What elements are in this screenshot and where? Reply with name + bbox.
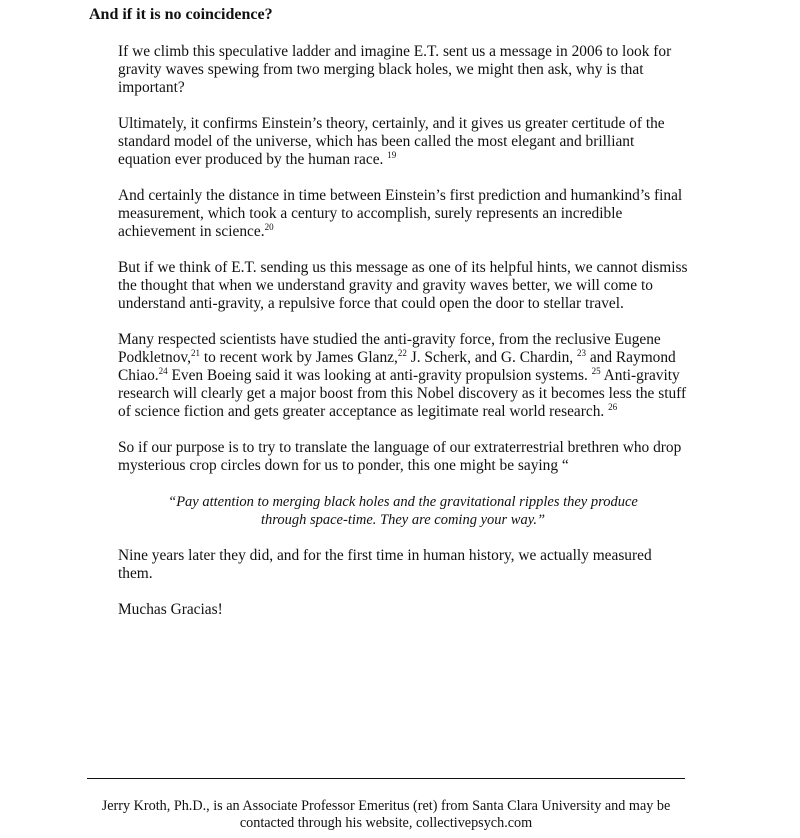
paragraph-4: But if we think of E.T. sending us this message as one of its helpful hints, we cannot dismiss the thought that when we understand gravity and gravity waves better, we will come to understand anti-gravity, a repulsive force that could open the door to stellar travel. <box>118 259 688 312</box>
paragraph-5-text-f: Anti-gravity research will clearly get a major boost from this Nobel discovery as it becomes less the stuff of science fiction and gets greater acceptance as legitimate real world research. <box>118 367 687 420</box>
paragraph-1: If we climb this speculative ladder and imagine E.T. sent us a message in 2006 to look for gravity waves spewing from two merging black holes, we might then ask, why is that important? <box>118 43 672 96</box>
paragraph-5 <box>118 331 688 421</box>
paragraph-8: Muchas Gracias! <box>118 601 223 618</box>
footnote-ref-23: 23 <box>576 347 586 358</box>
footnote-ref-21: 21 <box>190 347 200 358</box>
paragraph-2 <box>118 115 688 169</box>
paragraph-7: Nine years later they did, and for the first time in human history, we actually measured them. <box>118 547 652 582</box>
footer-divider <box>87 778 685 779</box>
section-heading: And if it is no coincidence? <box>89 6 273 23</box>
paragraph-5-text-b: to recent work by James Glanz, <box>199 349 398 366</box>
article-body <box>118 43 688 637</box>
paragraph-5-text-e: Even Boeing said it was looking at anti-gravity propulsion systems. <box>167 367 592 384</box>
footnote-ref-22: 22 <box>397 347 407 358</box>
footnote-ref-25: 25 <box>591 365 601 376</box>
footnote-ref-19: 19 <box>387 149 397 160</box>
paragraph-5-text-a: Many respected scientists have studied the anti-gravity force, from the reclusive Eugene Podkletnov, <box>118 331 661 366</box>
footnote-ref-24: 24 <box>158 365 168 376</box>
paragraph-6: So if our purpose is to try to translate the language of our extraterrestrial brethren who drop mysterious crop circles down for us to ponder, this one might be saying “ <box>118 439 682 474</box>
author-footnote: Jerry Kroth, Ph.D., is an Associate Professor Emeritus (ret) from Santa Clara University and may be contacted through his website, collectivepsych.com <box>101 798 671 831</box>
footnote-ref-26: 26 <box>608 401 618 412</box>
paragraph-3-text: And certainly the distance in time between Einstein’s first prediction and humankind’s final measurement, which took a century to accomplish, surely represents an incredible achievement in science. <box>118 187 683 240</box>
paragraph-3 <box>118 187 688 241</box>
paragraph-5-text-c: J. Scherk, and G. Chardin, <box>406 349 577 366</box>
paragraph-2-text: Ultimately, it confirms Einstein’s theory, certainly, and it gives us greater certitude of the standard model of the universe, which has been called the most elegant and brilliant equation ever produced by the human race. <box>118 115 665 168</box>
paragraph-5-text-d: and Raymond Chiao. <box>118 349 676 384</box>
footnote-ref-20: 20 <box>264 221 274 232</box>
block-quote: “Pay attention to merging black holes and the gravitational ripples they produce through space-time. They are coming your way.” <box>168 494 638 528</box>
